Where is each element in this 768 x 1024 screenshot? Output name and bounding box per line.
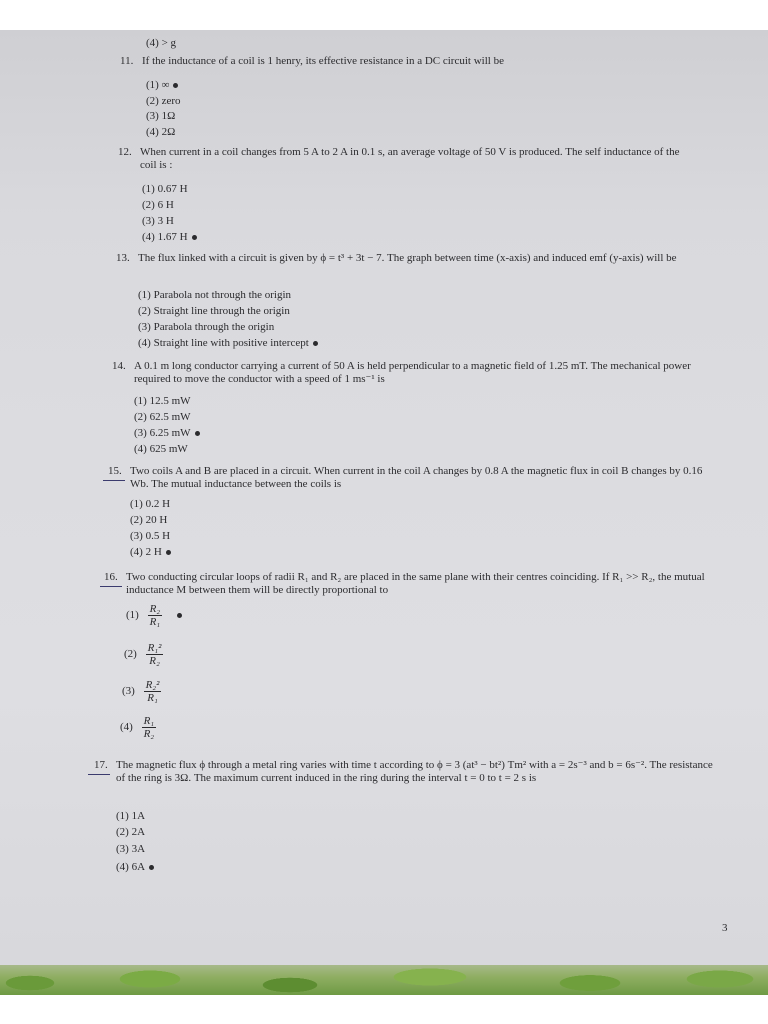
- question-number: 13.: [116, 252, 130, 264]
- question-number: 11.: [120, 55, 134, 67]
- question-stem: The flux linked with a circuit is given by ϕ = t³ + 3t − 7. The graph between time (x-axis) and induced emf (y-axis) will be: [138, 252, 677, 264]
- question-17: [94, 759, 716, 785]
- question-12: [118, 146, 680, 172]
- question-number: 12.: [118, 146, 132, 158]
- q13-option-2: (2) Straight line through the origin: [138, 305, 290, 317]
- q12-option-3: (3) 3 H: [142, 215, 174, 227]
- q11-option-1: (1) ∞: [146, 79, 178, 92]
- page-number: 3: [722, 922, 728, 934]
- answer-mark: [192, 235, 197, 240]
- q14-option-1: (1) 12.5 mW: [134, 395, 191, 407]
- q14-option-3: (3) 6.25 mW: [134, 427, 200, 440]
- q12-option-4: (4) 1.67 H: [142, 231, 197, 244]
- answer-mark: [173, 83, 178, 88]
- question-stem: Two coils A and B are placed in a circuit. When current in the coil A changes by 0.8 A the magnetic flux in coil B changes by 0.16 Wb. The mutual inductance between the coils is: [130, 465, 703, 490]
- answer-mark: [177, 613, 182, 618]
- q12-option-2: (2) 6 H: [142, 199, 174, 211]
- q15-option-3: (3) 0.5 H: [130, 530, 171, 542]
- answer-mark: [313, 341, 318, 346]
- question-stem: If the inductance of a coil is 1 henry, its effective resistance in a DC circuit will be: [142, 55, 504, 67]
- question-stem: A 0.1 m long conductor carrying a current of 50 A is held perpendicular to a magnetic field of 1.25 mT. The mechanical power required to move the conductor with a speed of 1 ms⁻¹ is: [134, 360, 691, 385]
- answer-mark: [166, 550, 171, 555]
- q16-option-4: (4) $\frac{\text{R₁}}{\text{R₂}}$: [120, 715, 155, 740]
- q11-option-4: (4) 2Ω: [146, 126, 176, 138]
- question-number: 15.: [108, 465, 122, 477]
- question-15: [108, 465, 715, 491]
- question-stem: The magnetic flux ϕ through a metal ring varies with time t according to ϕ = 3 (at³ − bt²) Tm² with a = 2s⁻³ and b = 6s⁻². The resistance of the ring is 3Ω. The maximum current induced in the ring during the interval t = 0 to t = 2 s is: [116, 759, 713, 784]
- q15-option-1: (1) 0.2 H: [130, 498, 171, 510]
- q15-option-2: (2) 20 H: [130, 514, 168, 526]
- q15-option-4: (4) 2 H: [130, 546, 171, 559]
- q11-option-2: (2) zero: [146, 95, 181, 107]
- question-number: 17.: [94, 759, 108, 771]
- q16-option-1: (1) $\frac{\text{R₂}}{\text{R₁}}$: [126, 603, 182, 628]
- fraction: $\frac{\text{R₁²}}{\text{R₂}}$: [147, 642, 162, 667]
- q12-option-1: (1) 0.67 H: [142, 183, 188, 195]
- q17-option-1: (1) 1A: [116, 810, 146, 822]
- q13-option-4: (4) Straight line with positive intercept: [138, 337, 318, 350]
- fraction: $\frac{\text{R₂}}{\text{R₁}}$: [149, 603, 161, 628]
- grass-background: [0, 965, 768, 995]
- bottom-border: [0, 995, 768, 1024]
- q13-option-3: (3) Parabola through the origin: [138, 321, 275, 333]
- q17-option-4: (4) 6A: [116, 861, 154, 874]
- pen-underline: [88, 774, 110, 775]
- q14-option-2: (2) 62.5 mW: [134, 411, 191, 423]
- q10-option-4: (4) > g: [146, 37, 177, 49]
- q13-option-1: (1) Parabola not through the origin: [138, 289, 292, 301]
- question-stem: Two conducting circular loops of radii R₁ and R₂ are placed in the same plane with their centres coinciding. If R₁ >> R₂, the mutual inductance M between them will be directly proportional to: [126, 571, 705, 596]
- question-14: [112, 360, 709, 386]
- fraction: $\frac{\text{R₁}}{\text{R₂}}$: [143, 715, 155, 740]
- question-16: [104, 571, 711, 597]
- fraction: $\frac{\text{R₂²}}{\text{R₁}}$: [145, 679, 160, 704]
- q16-option-2: (2) $\frac{\text{R₁²}}{\text{R₂}}$: [124, 642, 162, 667]
- answer-mark: [149, 865, 154, 870]
- question-13: [116, 252, 703, 265]
- q16-option-3: (3) $\frac{\text{R₂²}}{\text{R₁}}$: [122, 679, 160, 704]
- answer-mark: [195, 431, 200, 436]
- q11-option-3: (3) 1Ω: [146, 110, 176, 122]
- question-number: 14.: [112, 360, 126, 372]
- q17-option-3: (3) 3A: [116, 843, 146, 855]
- pen-underline: [103, 480, 125, 481]
- q17-option-2: (2) 2A: [116, 826, 146, 838]
- q14-option-4: (4) 625 mW: [134, 443, 188, 455]
- question-11: [120, 55, 682, 68]
- question-number: 16.: [104, 571, 118, 583]
- pen-underline: [100, 586, 122, 587]
- question-stem: When current in a coil changes from 5 A to 2 A in 0.1 s, an average voltage of 50 V is produced. The self inductance of the coil is :: [140, 146, 680, 171]
